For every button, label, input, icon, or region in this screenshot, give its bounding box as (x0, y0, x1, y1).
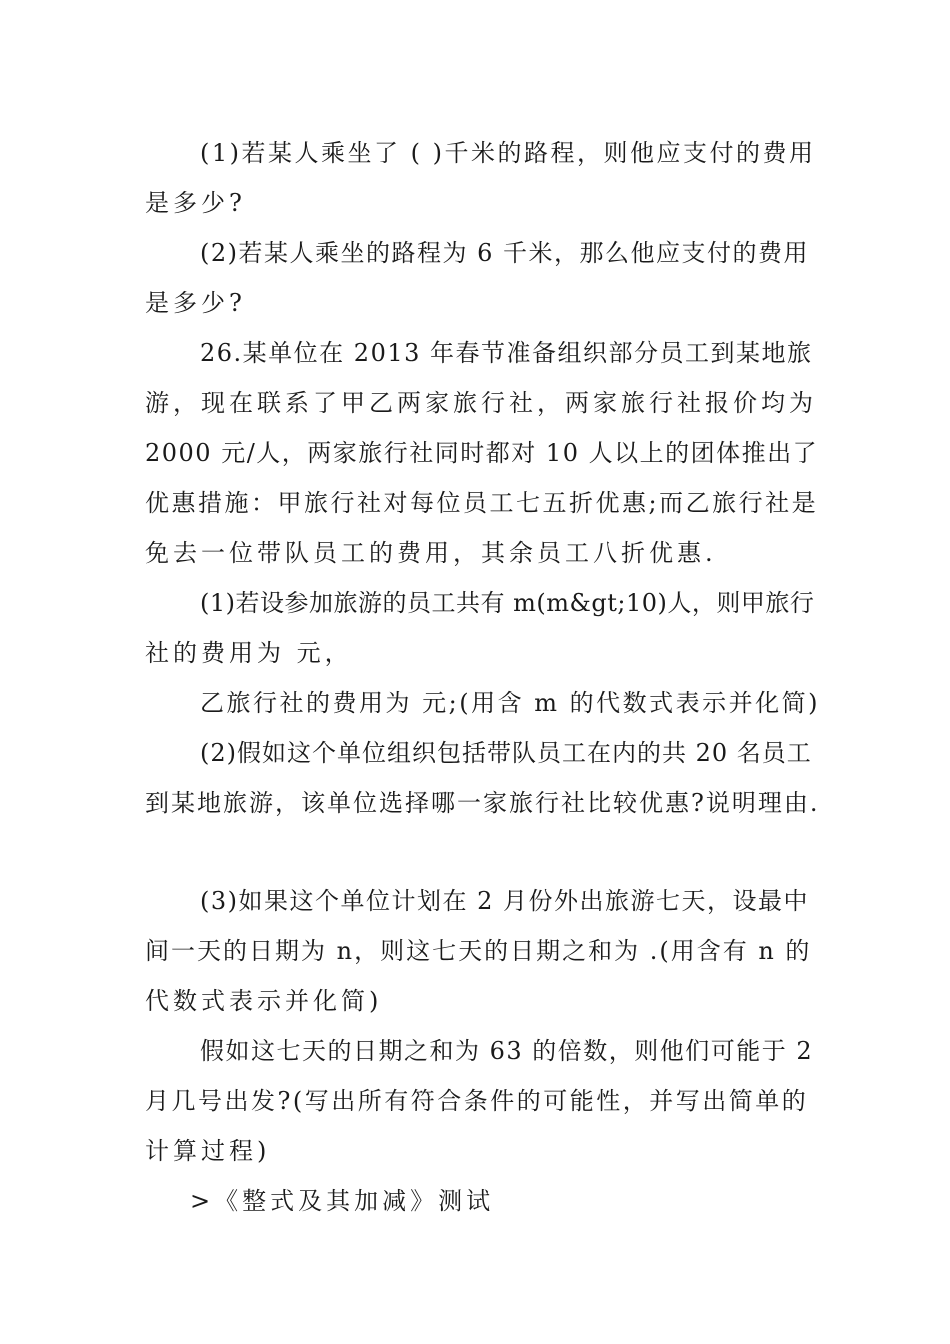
problem-26-line-3: 2000 元/人，两家旅行社同时都对 10 人以上的团体推出了 (145, 439, 819, 467)
problem-26-line-2: 游，现在联系了甲乙两家旅行社，两家旅行社报价均为 (145, 389, 817, 417)
p26-q3-line-4: 假如这七天的日期之和为 63 的倍数，则他们可能于 2 (200, 1037, 814, 1065)
p26-q2-line-1: (2)假如这个单位组织包括带队员工在内的共 20 名员工 (200, 739, 812, 767)
p26-q3-line-2: 间一天的日期为 n，则这七天的日期之和为 .(用含有 n 的 (145, 937, 812, 965)
p26-q3-line-6: 计算过程) (145, 1137, 271, 1165)
section-title: >《整式及其加减》测试 (190, 1187, 495, 1215)
problem-26-line-5: 免去一位带队员工的费用，其余员工八折优惠. (145, 539, 717, 567)
p26-q3-line-1: (3)如果这个单位计划在 2 月份外出旅游七天，设最中 (200, 887, 810, 915)
problem-26-line-4: 优惠措施：甲旅行社对每位员工七五折优惠;而乙旅行社是 (145, 489, 819, 517)
q1-line-2: 是多少? (145, 189, 246, 217)
p26-q3-line-3: 代数式表示并化简) (145, 987, 383, 1015)
p26-q3-line-5: 月几号出发?(写出所有符合条件的可能性，并写出简单的 (145, 1087, 809, 1115)
p26-q1-line-2: 社的费用为 元， (145, 639, 353, 667)
q1-line-1: (1)若某人乘坐了 ( )千米的路程，则他应支付的费用 (200, 139, 816, 167)
problem-26-line-1: 26.某单位在 2013 年春节准备组织部分员工到某地旅 (200, 339, 813, 367)
p26-q1-line-1: (1)若设参加旅游的员工共有 m(m&gt;10)人，则甲旅行 (200, 589, 815, 617)
p26-q1-line-3: 乙旅行社的费用为 元;(用含 m 的代数式表示并化简) (200, 689, 820, 717)
q2-line-1: (2)若某人乘坐的路程为 6 千米，那么他应支付的费用 (200, 239, 810, 267)
q2-line-2: 是多少? (145, 289, 246, 317)
p26-q2-line-2: 到某地旅游，该单位选择哪一家旅行社比较优惠?说明理由. (145, 789, 820, 817)
